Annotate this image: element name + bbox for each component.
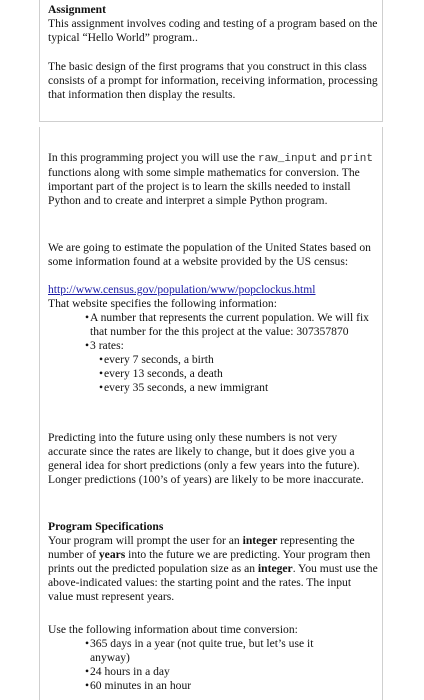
prediction-paragraph: Predicting into the future using only these numbers is not very accurate since the rates are likely to change, but it does give you a general idea for short predictions (only a few years into the future). Longer predictions (100’s of years) are likely to be more inaccurate. [48,431,364,486]
census-link[interactable]: http://www.census.gov/population/www/popclockus.html [48,283,316,296]
section-frame-main [39,127,383,700]
code-print: print [339,153,373,165]
census-specifies: That website specifies the following information: [48,297,277,310]
specs-paragraph: Your program will prompt the user for an integer representing the number of years into the future we are predicting. Your program then prints out the predicted population size as an integer. You must use the above-indicated values: the starting point and the rates. The input value must represent years. [48,534,378,603]
list-item: • 3 rates: [85,339,124,352]
list-item: • 60 minutes in an hour [85,679,192,692]
code-raw-input: raw_input [257,153,318,165]
project-paragraph: In this programming project you will use the raw_input and print functions along with some simple mathematics for conversion. The important part of the project is to learn the skills needed to install Python and to create and interpret a simple Python program. [48,151,373,207]
list-item: • A number that represents the current population. We will fix that number for the this project at the value: 307357870 [85,311,369,338]
list-item: • 365 days in a year (not quite true, but let’s use it anyway) [85,637,314,664]
list-item: • every 13 seconds, a death [99,367,223,380]
list-item: • every 7 seconds, a birth [99,353,214,366]
list-item: • every 35 seconds, a new immigrant [99,381,269,394]
list-item: • 24 hours in a day [85,665,170,678]
assignment-intro: This assignment involves coding and testing of a program based on the typical “Hello World” program.. [48,17,378,44]
time-list [48,637,378,693]
census-list [48,311,378,395]
time-intro: Use the following information about time conversion: [48,623,298,636]
assignment-heading: Assignment [48,3,106,16]
basic-design-paragraph: The basic design of the first programs that you construct in this class consists of a prompt for information, receiving information, processing that information then display the results. [48,60,378,101]
census-link-line [48,283,378,297]
specs-heading: Program Specifications [48,520,164,533]
census-intro: We are going to estimate the population of the United States based on some information found at a website provided by the US census: [48,241,371,268]
